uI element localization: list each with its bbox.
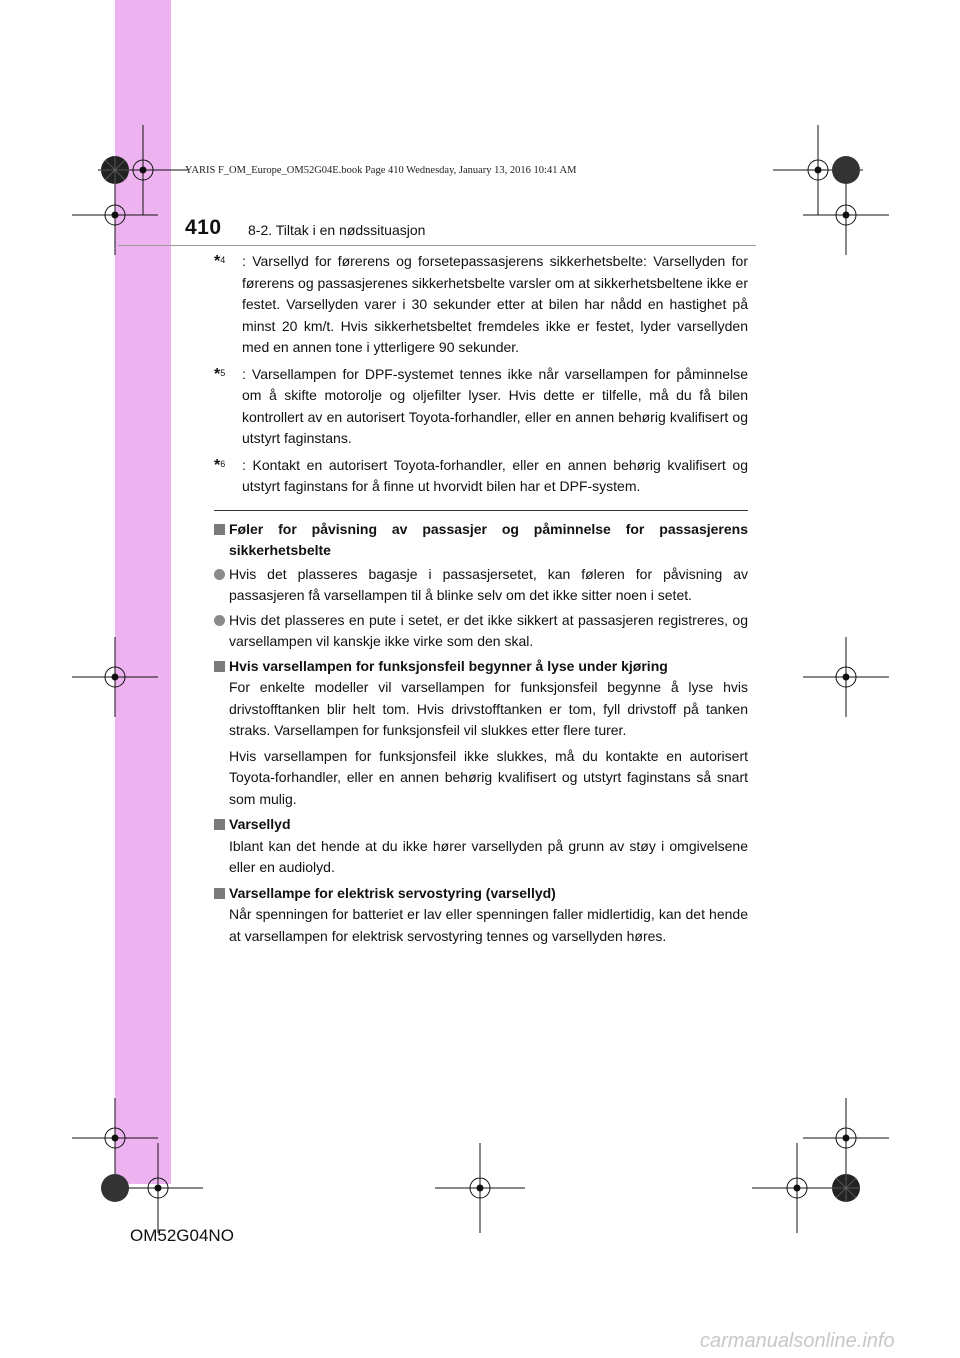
section-heading: Varsellampe for elektrisk servostyring (varsellyd) (214, 883, 748, 905)
footnote-mark: *$^5$ (214, 365, 226, 383)
footnote-text: : Varsellyd for førerens og forsetepassasjerens sikkerhetsbelte: Varsellyden for førerens og passasjerenes sikkerhetsbelte varsler om at sikkerhetsbeltene ikke er festet. Varsellyden varer i 30 sekunder etter at bilen har nådd en hastighet på minst 20 km/t. Hvis sikkerhetsbeltet fremdeles ikke er festet, lyder varsellyden med en annen tone i ytterligere 90 sekunder. (242, 253, 748, 355)
square-bullet-icon (214, 888, 225, 899)
footnote-mark: *$^4$ (214, 253, 226, 270)
footnote (214, 364, 748, 450)
paragraph: Når spenningen for batteriet er lav eller spenningen faller midlertidig, kan det hende at varsellampen for elektrisk servostyring tennes og varsellyden høres. (229, 906, 748, 944)
crop-mark-icon (752, 1143, 842, 1233)
section-heading: Varsellyd (214, 814, 748, 836)
crop-mark-icon (803, 637, 889, 717)
footnote-text: : Varsellampen for DPF-systemet tennes ikke når varsellampen for påminnelse om å skifte motorolje og oljefilter lyser. Hvis dette er tilfelle, må du få bilen kontrollert av en autorisert Toyota-forhandler, eller en annen behørig kvalifisert og utstyrt faginstans. (242, 365, 748, 446)
crop-mark-icon (72, 1098, 158, 1178)
watermark-text: carmanualsonline.info (700, 1330, 895, 1352)
square-bullet-icon (214, 819, 225, 830)
document-code: OM52G04NO (130, 1226, 234, 1245)
section-heading: Hvis varsellampen for funksjonsfeil begynner å lyse under kjøring (214, 656, 748, 678)
registration-disc-icon (101, 156, 129, 184)
paragraph: For enkelte modeller vil varsellampen for funksjonsfeil begynne å lyse hvis drivstofftanken blir helt tom. Hvis drivstofftanken er tom, fyll drivstoff på tanken straks. Varsellampen for funksjonsfeil vil slukkes etter flere turer. (229, 679, 748, 738)
footnote-mark: *$^6$ (214, 456, 226, 474)
square-bullet-icon (214, 524, 225, 535)
circle-bullet-icon (214, 569, 225, 580)
section-heading: Føler for påvisning av passasjer og påminnelse for passasjerens sikkerhetsbelte (214, 519, 748, 562)
page-number: 410 (185, 216, 222, 239)
paragraph: Hvis varsellampen for funksjonsfeil ikke slukkes, må du kontakte en autorisert Toyota-forhandler, eller en annen behørig kvalifisert og utstyrt faginstans så snart som mulig. (229, 747, 748, 807)
book-file-header: YARIS F_OM_Europe_OM52G04E.book Page 410 Wednesday, January 13, 2016 10:41 AM (185, 165, 577, 176)
crop-mark-icon (435, 1143, 525, 1233)
registration-disc-icon (832, 156, 860, 184)
paragraph: Iblant kan det hende at du ikke hører varsellyden på grunn av støy i omgivelsene eller en audiolyd. (229, 837, 748, 875)
footnote (214, 455, 748, 498)
circle-bullet-icon (214, 615, 225, 626)
crop-mark-icon (803, 1098, 889, 1178)
square-bullet-icon (214, 661, 225, 672)
footnote-text: : Kontakt en autorisert Toyota-forhandler, eller en annen behørig kvalifisert og utstyrt faginstans for å finne ut hvorvidt bilen har et DPF-system. (242, 456, 748, 494)
footnote (214, 251, 748, 359)
section-title: 8-2. Tiltak i en nødssituasjon (248, 222, 426, 238)
crop-mark-icon (72, 175, 158, 255)
list-item: Hvis det plasseres en pute i setet, er det ikke sikkert at passasjeren registreres, og varsellampen vil kanskje ikke virke som den skal. (214, 610, 748, 653)
header-divider (118, 245, 756, 246)
registration-disc-icon (101, 1174, 129, 1202)
crop-mark-icon (803, 175, 889, 255)
crop-mark-icon (72, 637, 158, 717)
list-item: Hvis det plasseres bagasje i passasjersetet, kan føleren for påvisning av passasjeren få varsellampen til å blinke selv om det ikke sitter noen i setet. (214, 564, 748, 607)
content-divider (214, 510, 748, 511)
page-content (214, 251, 748, 951)
registration-disc-icon (832, 1174, 860, 1202)
